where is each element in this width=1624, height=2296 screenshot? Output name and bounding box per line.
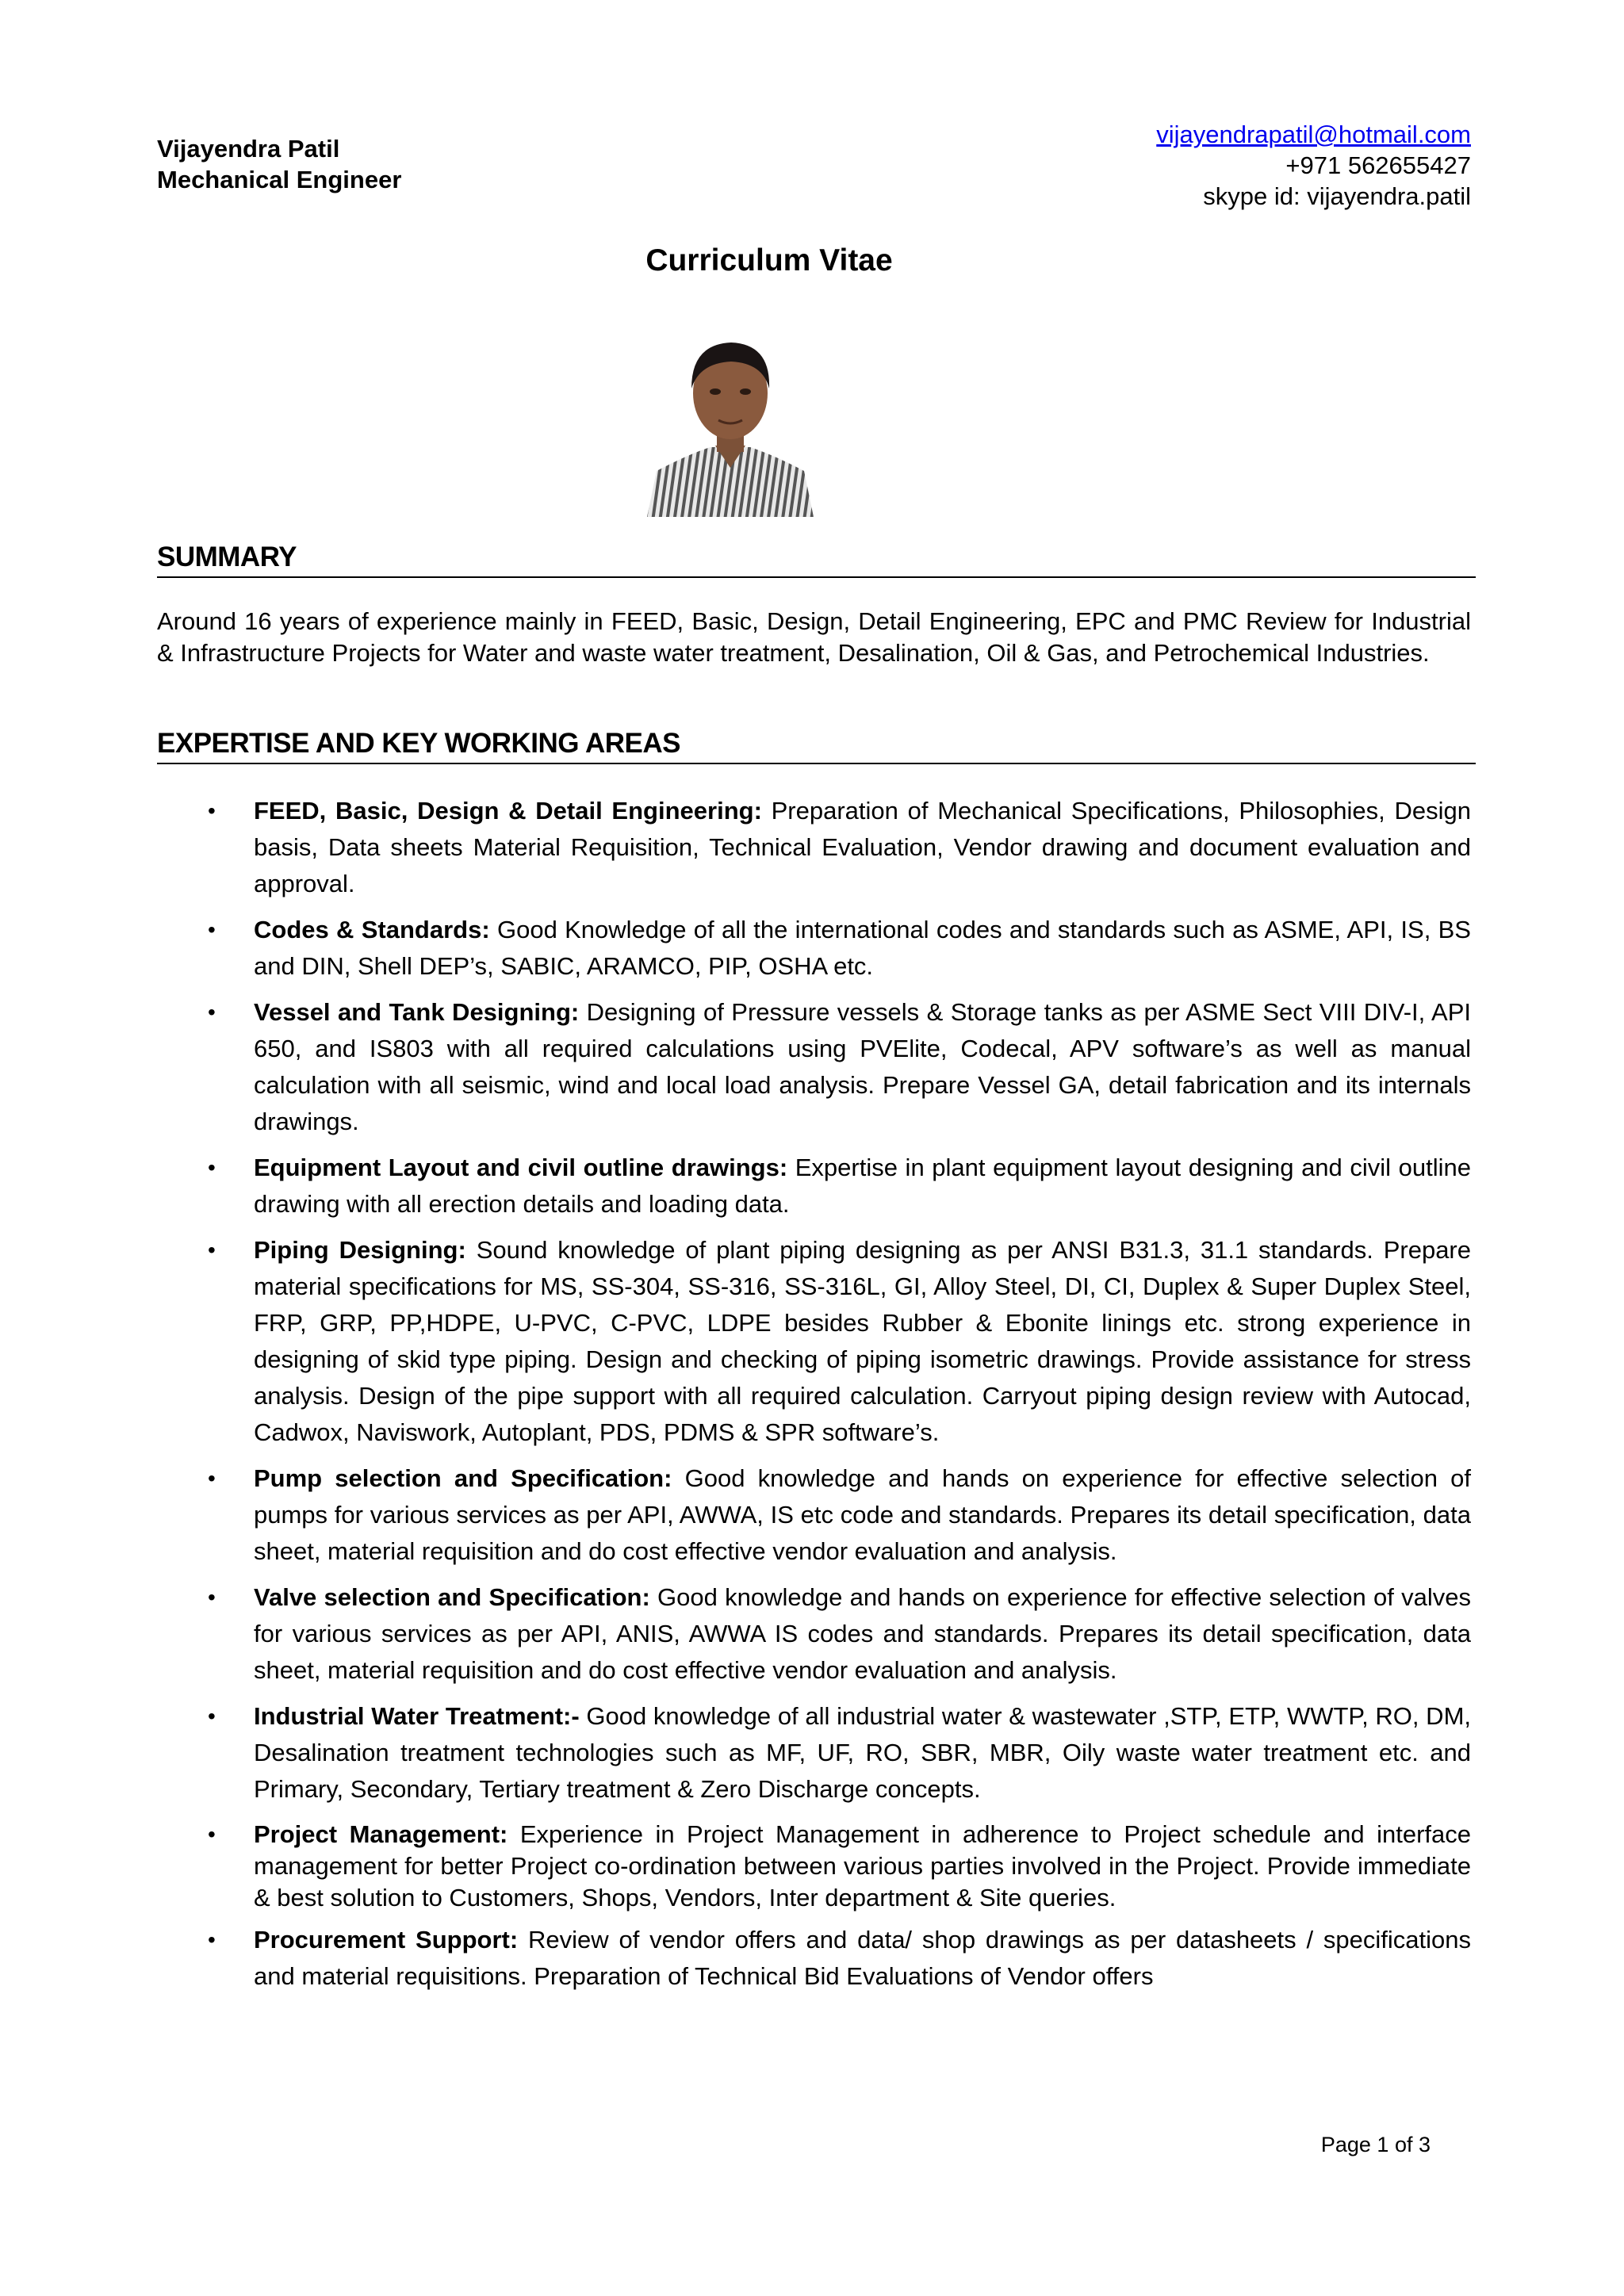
page-number: Page 1 of 3 — [1320, 2133, 1431, 2156]
list-item: • Piping Designing: Sound knowledge of plant piping designing as per ANSI B31.3, 31.1 standards. Prepare material specifications for MS, SS-304, SS-316, SS-316L, GI, Alloy Steel, DI, CI, Duplex & Super Duplex Steel, FRP, GRP, PP,HDPE, U-PVC, C-PVC, LDPE besides Rubber & Ebonite linings etc. strong experience in designing of skid type piping. Design and checking of piping isometric drawings. Provide assistance for stress analysis. Design of the pipe support with all required calculation. Carryout piping design review with Autocad, Cadwox, Naviswork, Autoplant, PDS, PDMS & SPR software’s. — [157, 1232, 1471, 1451]
bullet-icon: • — [208, 1238, 216, 1262]
expertise-heading: EXPERTISE AND KEY WORKING AREAS — [157, 728, 1476, 764]
bullet-icon: • — [208, 1822, 216, 1846]
phone-number: +971 562655427 — [1285, 151, 1471, 179]
summary-text: Around 16 years of experience mainly in FEED, Basic, Design, Detail Engineering, EPC and PMC Review for Industrial & Infrastructure Projects for Water and waste water treatment, Desalination, Oil & Gas, and Petrochemical Industries. — [157, 607, 1471, 667]
bullet-icon: • — [208, 917, 216, 942]
bullet-icon: • — [208, 1155, 216, 1180]
list-item: • Procurement Support: Review of vendor offers and data/ shop drawings as per datasheets / specifications and material requisitions. Preparation of Technical Bid Evaluations of Vendor offers — [157, 1922, 1471, 1995]
candidate-name: Vijayendra Patil — [157, 135, 340, 163]
summary-heading: SUMMARY — [157, 541, 1476, 578]
portrait-image — [642, 327, 818, 517]
bullet-icon: • — [208, 1704, 216, 1728]
list-item: • Vessel and Tank Designing: Designing of Pressure vessels & Storage tanks as per ASME Sect VIII DIV-I, API 650, and IS803 with all required calculations using PVElite, Codecal, APV software’s as well as manual calculation with all seismic, wind and local load analysis. Prepare Vessel GA, detail fabrication and its internals drawings. — [157, 994, 1471, 1140]
candidate-role: Mechanical Engineer — [157, 166, 402, 193]
list-item: • Codes & Standards: Good Knowledge of all the international codes and standards such as ASME, API, IS, BS and DIN, Shell DEP’s, SABIC, ARAMCO, PIP, OSHA etc. — [157, 912, 1471, 985]
list-item: • FEED, Basic, Design & Detail Engineering: Preparation of Mechanical Specifications, Philosophies, Design basis, Data sheets Material Requisition, Technical Evaluation, Vendor drawing and document evaluation and approval. — [157, 793, 1471, 902]
bullet-icon: • — [208, 798, 216, 823]
list-item: • Industrial Water Treatment:- Good knowledge of all industrial water & wastewater ,STP, ETP, WWTP, RO, DM, Desalination treatment technologies such as MF, UF, RO, SBR, MBR, Oily waste water treatment etc. and Primary, Secondary, Tertiary treatment & Zero Discharge concepts. — [157, 1698, 1471, 1808]
email-link[interactable]: vijayendrapatil@hotmail.com — [1156, 121, 1471, 148]
contact-block — [1156, 119, 1471, 212]
bullet-icon: • — [208, 1927, 216, 1952]
bullet-icon: • — [208, 1000, 216, 1024]
header-identity — [157, 133, 401, 195]
bullet-icon: • — [208, 1466, 216, 1490]
bullet-icon: • — [208, 1585, 216, 1609]
list-item: • Pump selection and Specification: Good knowledge and hands on experience for effective selection of pumps for various services as per API, AWWA, IS etc code and standards. Prepares its detail specification, data sheet, material requisition and do cost effective vendor evaluation and analysis. — [157, 1460, 1471, 1570]
profile-photo — [642, 327, 818, 517]
skype-id: skype id: vijayendra.patil — [1203, 182, 1471, 210]
document-title: Curriculum Vitae — [645, 243, 893, 277]
expertise-list — [157, 793, 1471, 1995]
list-item: • Valve selection and Specification: Good knowledge and hands on experience for effective selection of valves for various services as per API, ANIS, AWWA IS codes and standards. Prepares its detail specification, data sheet, material requisition and do cost effective vendor evaluation and analysis. — [157, 1579, 1471, 1689]
list-item: • Equipment Layout and civil outline drawings: Expertise in plant equipment layout designing and civil outline drawing with all erection details and loading data. — [157, 1150, 1471, 1223]
list-item: • Project Management: Experience in Project Management in adherence to Project schedule and interface management for better Project co-ordination between various parties involved in the Project. Provide immediate & best solution to Customers, Shops, Vendors, Inter department & Site queries. — [208, 1820, 1471, 1911]
